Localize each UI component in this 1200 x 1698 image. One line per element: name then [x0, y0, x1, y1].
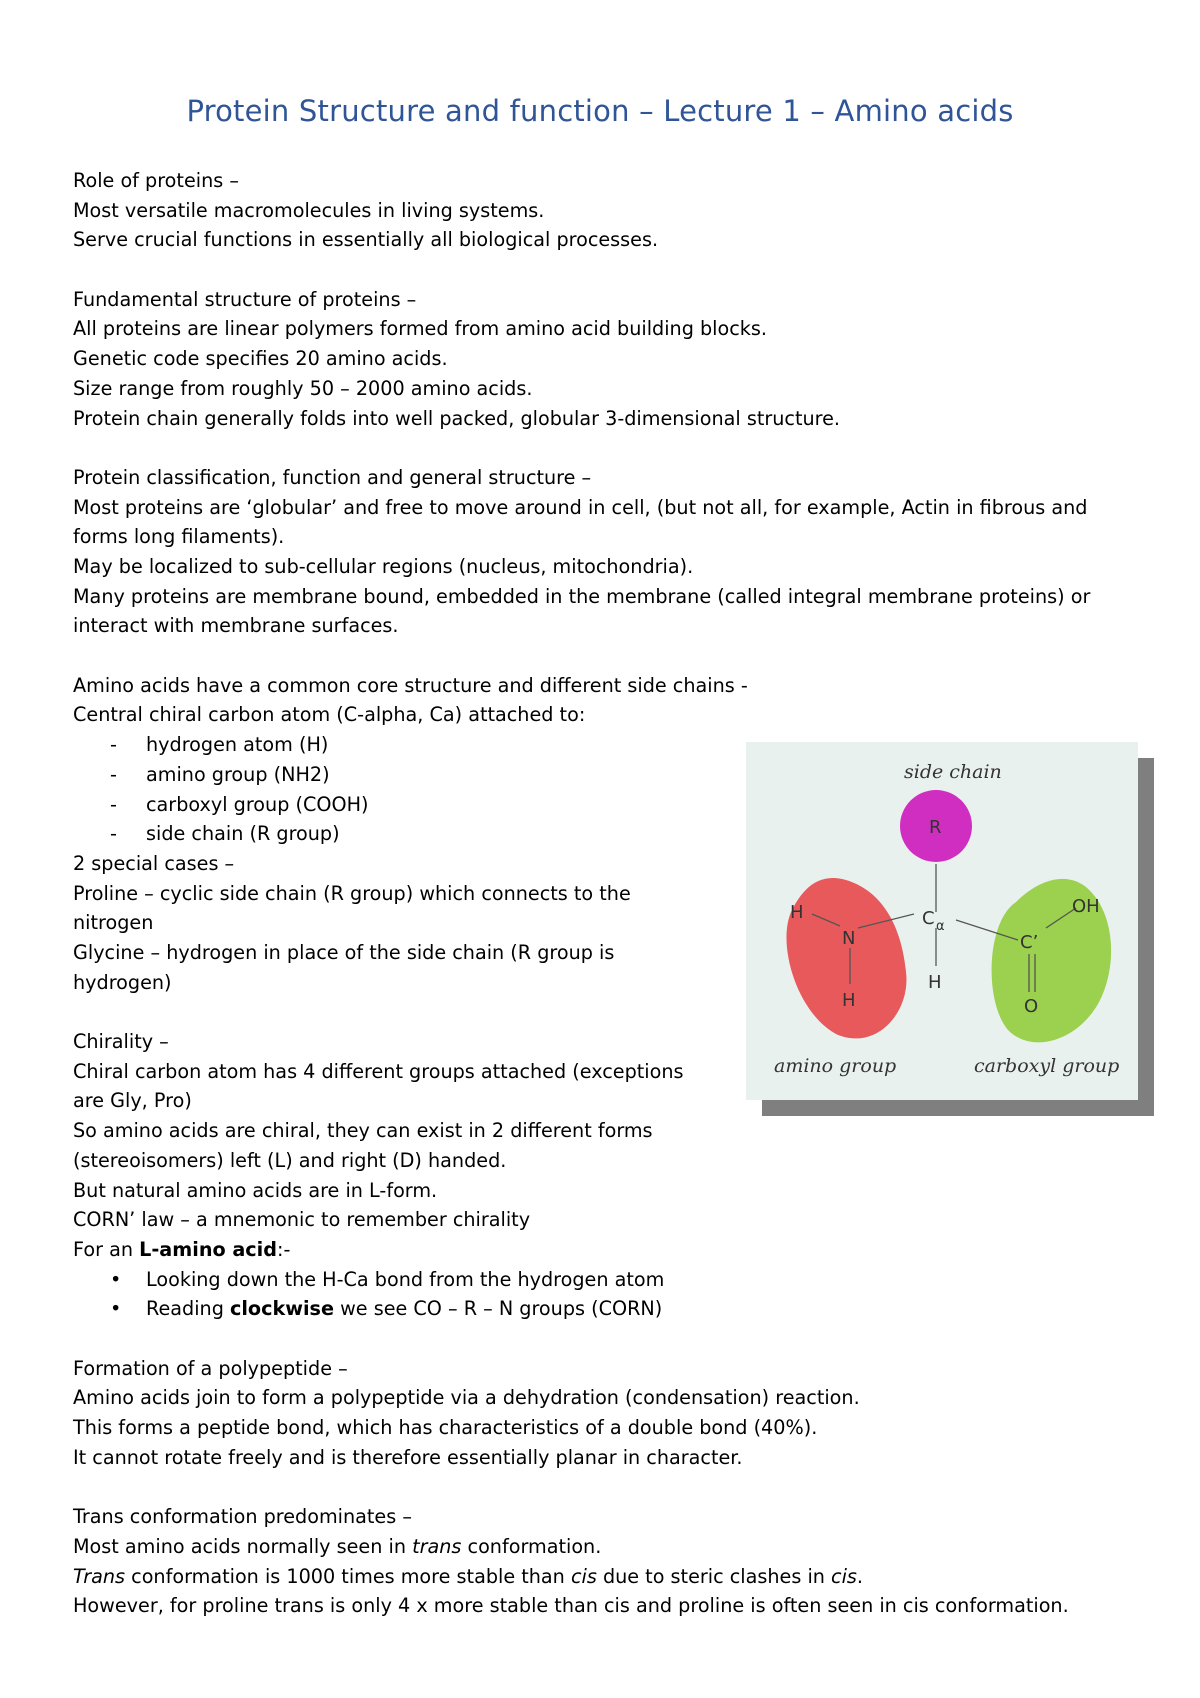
- amino-acid-figure: [746, 742, 1140, 1114]
- amino-acid-diagram: [746, 742, 1140, 1114]
- oh-group: OH: [1072, 896, 1100, 917]
- polypeptide-line-2: This forms a peptide bond, which has characteristics of a double bond (40%).: [73, 1416, 818, 1440]
- classification-para-1: Most proteins are ‘globular’ and free to move around in cell, (but not all, for example, Actin in fibrous and forms long filaments).: [73, 495, 1088, 549]
- chirality-para-5: For an L-amino acid:-: [73, 1237, 291, 1261]
- c-prime-atom: C’: [1020, 932, 1039, 953]
- list-item: - carboxyl group (COOH): [110, 792, 369, 816]
- chirality-para-2: So amino acids are chiral, they can exist in 2 different forms (stereoisomers) left (L) and right (D) handed.: [73, 1119, 653, 1172]
- alpha-subscript: α: [936, 919, 945, 934]
- page-title: Protein Structure and function – Lecture 1 – Amino acids: [186, 94, 1014, 128]
- list-item: • Reading clockwise we see CO – R – N groups (CORN): [110, 1297, 663, 1321]
- aminoacids-heading: Amino acids have a common core structure and different side chains -: [73, 673, 748, 697]
- list-item: • Looking down the H-Ca bond from the hydrogen atom: [110, 1267, 665, 1291]
- amino-group-blob: [786, 878, 906, 1038]
- chirality-para-4: CORN’ law – a mnemonic to remember chirality: [73, 1208, 531, 1232]
- list-item: - hydrogen atom (H): [110, 733, 329, 757]
- proline-text: Proline – cyclic side chain (R group) which connects to the nitrogen: [73, 881, 631, 935]
- chirality-heading: Chirality –: [73, 1030, 169, 1054]
- c-alpha-atom: C: [922, 908, 935, 929]
- chirality-para-1: Chiral carbon atom has 4 different groups attached (exceptions are Gly, Pro): [73, 1059, 684, 1113]
- n-atom: N: [842, 928, 856, 949]
- trans-heading: Trans conformation predominates –: [73, 1505, 412, 1529]
- fundamental-line-4: Protein chain generally folds into well packed, globular 3-dimensional structure.: [73, 406, 840, 430]
- fundamental-line-1: All proteins are linear polymers formed from amino acid building blocks.: [73, 317, 767, 341]
- trans-line-1: Most amino acids normally seen in trans conformation.: [73, 1534, 602, 1558]
- h-atom-left: H: [790, 902, 804, 923]
- h-atom-n: H: [842, 990, 856, 1011]
- chirality-para-3: But natural amino acids are in L-form.: [73, 1178, 438, 1202]
- roles-line-1: Most versatile macromolecules in living systems.: [73, 198, 545, 222]
- polypeptide-heading: Formation of a polypeptide –: [73, 1356, 348, 1380]
- fundamental-line-2: Genetic code specifies 20 amino acids.: [73, 347, 448, 371]
- classification-para-3: Many proteins are membrane bound, embedded in the membrane (called integral membrane proteins) or interact with membrane surfaces.: [73, 584, 1091, 638]
- polypeptide-line-1: Amino acids join to form a polypeptide via a dehydration (condensation) reaction.: [73, 1386, 860, 1410]
- glycine-text: Glycine – hydrogen in place of the side chain (R group is hydrogen): [73, 940, 615, 994]
- roles-line-2: Serve crucial functions in essentially all biological processes.: [73, 228, 659, 252]
- special-cases-heading: 2 special cases –: [73, 851, 235, 875]
- h-atom-ca: H: [928, 972, 942, 993]
- aminoacids-intro: Central chiral carbon atom (C-alpha, Ca) attached to:: [73, 703, 586, 727]
- list-item: - amino group (NH2): [110, 762, 330, 786]
- list-item: - side chain (R group): [110, 822, 340, 846]
- trans-line-2: Trans conformation is 1000 times more stable than cis due to steric clashes in cis.: [73, 1564, 864, 1588]
- roles-heading: Role of proteins –: [73, 169, 239, 192]
- fundamental-line-3: Size range from roughly 50 – 2000 amino acids.: [73, 376, 533, 400]
- classification-heading: Protein classification, function and general structure –: [73, 465, 592, 489]
- o-atom: O: [1024, 996, 1039, 1017]
- polypeptide-line-3: It cannot rotate freely and is therefore essentially planar in character.: [73, 1445, 743, 1469]
- carboxyl-group-label: carboxyl group: [974, 1055, 1120, 1077]
- trans-line-3: However, for proline trans is only 4 x more stable than cis and proline is often seen in cis conformation.: [73, 1594, 1069, 1618]
- side-chain-label: side chain: [904, 761, 1002, 783]
- fundamental-heading: Fundamental structure of proteins –: [73, 287, 417, 311]
- classification-line-2: May be localized to sub-cellular regions (nucleus, mitochondria).: [73, 554, 694, 578]
- amino-group-label: amino group: [774, 1055, 897, 1077]
- r-atom: R: [929, 817, 942, 838]
